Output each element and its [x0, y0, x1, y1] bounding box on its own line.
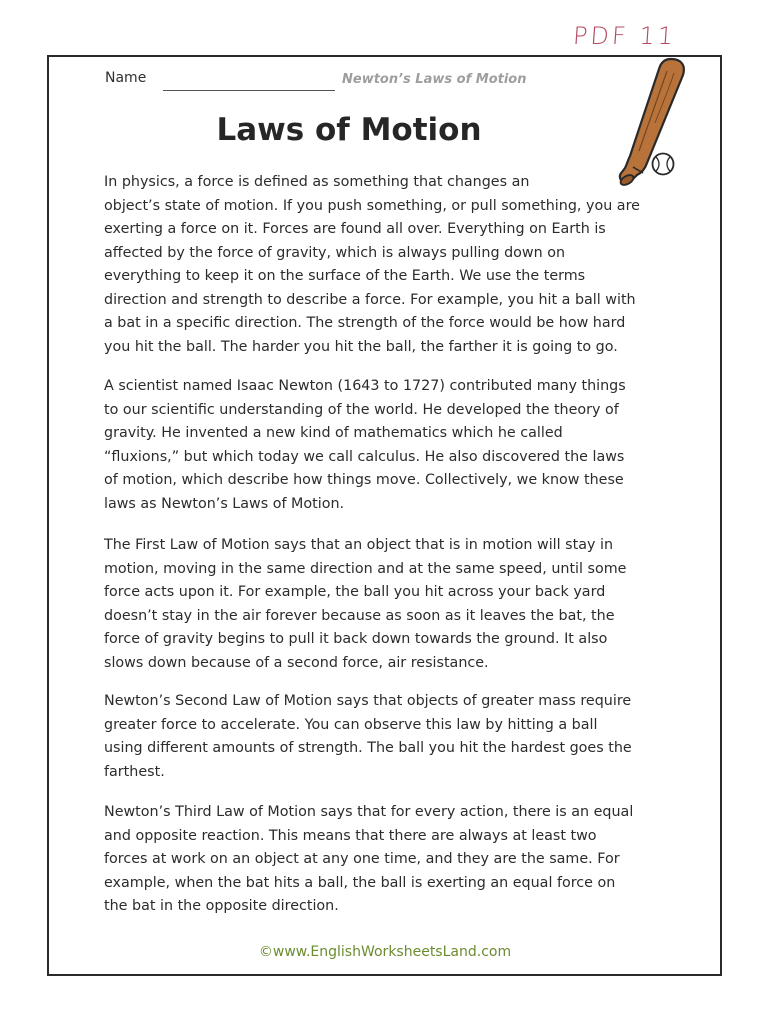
paragraph-line: a bat in a specific direction. The strength of the force would be how hard [104, 315, 626, 331]
paragraph-4 [104, 690, 670, 784]
paragraph-line: greater force to accelerate. You can observe this law by hitting a ball [104, 716, 598, 733]
paragraph-line: In physics, a force is defined as something that changes an [104, 174, 530, 190]
paragraph-line: of motion, which describe how things move. Collectively, we know these [104, 472, 624, 488]
paragraph-line: The First Law of Motion says that an object that is in motion will stay in [104, 537, 614, 553]
paragraph-line: affected by the force of gravity, which is always pulling down on [104, 244, 566, 261]
name-label: Name [105, 70, 147, 86]
paragraph-line: doesn’t stay in the air forever because as soon as it leaves the bat, the [104, 607, 615, 624]
paragraph-line: you hit the ball. The harder you hit the ball, the farther it is going to go. [104, 338, 618, 355]
paragraph-line: laws as Newton’s Laws of Motion. [104, 495, 345, 512]
paragraph-1 [104, 171, 670, 359]
paragraph-line: force acts upon it. For example, the ball you hit across your back yard [104, 584, 606, 600]
footer-copyright: ©www.EnglishWorksheetsLand.com [258, 944, 512, 960]
paragraph-line: using different amounts of strength. The ball you hit the hardest goes the [104, 740, 632, 756]
paragraph-line: example, when the bat hits a ball, the ball is exerting an equal force on [104, 874, 616, 891]
paragraph-line: direction and strength to describe a force. For example, you hit a ball with [104, 291, 636, 308]
paragraph-line: to our scientific understanding of the world. He developed the theory of [104, 401, 619, 418]
paragraph-line: A scientist named Isaac Newton (1643 to 1727) contributed many things [104, 378, 626, 394]
paragraph-line: and opposite reaction. This means that there are always at least two [104, 827, 597, 844]
paragraph-5 [104, 801, 670, 919]
paragraph-line: force of gravity begins to pull it back down towards the ground. It also [104, 631, 608, 647]
paragraph-line: “fluxions,” but which today we call calculus. He also discovered the laws [104, 448, 625, 465]
paragraph-2 [104, 375, 670, 516]
paragraph-line: Newton’s Second Law of Motion says that objects of greater mass require [104, 693, 632, 709]
paragraph-3 [104, 534, 670, 675]
paragraph-line: Newton’s Third Law of Motion says that for every action, there is an equal [104, 804, 634, 820]
paragraph-line: the bat in the opposite direction. [104, 898, 339, 914]
name-input-line[interactable] [163, 90, 335, 91]
paragraph-line: object’s state of motion. If you push something, or pull something, you are [104, 197, 640, 214]
paragraph-line: exerting a force on it. Forces are found all over. Everything on Earth is [104, 221, 606, 237]
paragraph-line: forces at work on an object at any one time, and they are the same. For [104, 851, 620, 867]
paragraph-line: gravity. He invented a new kind of mathematics which he called [104, 425, 563, 441]
paragraph-line: motion, moving in the same direction and at the same speed, until some [104, 560, 627, 577]
paragraph-line: farthest. [104, 763, 165, 780]
page-title: Laws of Motion [216, 112, 482, 148]
paragraph-line: everything to keep it on the surface of the Earth. We use the terms [104, 268, 586, 284]
worksheet-header-title: Newton’s Laws of Motion [342, 72, 527, 87]
paragraph-line: slows down because of a second force, air resistance. [104, 654, 489, 671]
handwritten-annotation: PDF 11 [572, 22, 677, 50]
